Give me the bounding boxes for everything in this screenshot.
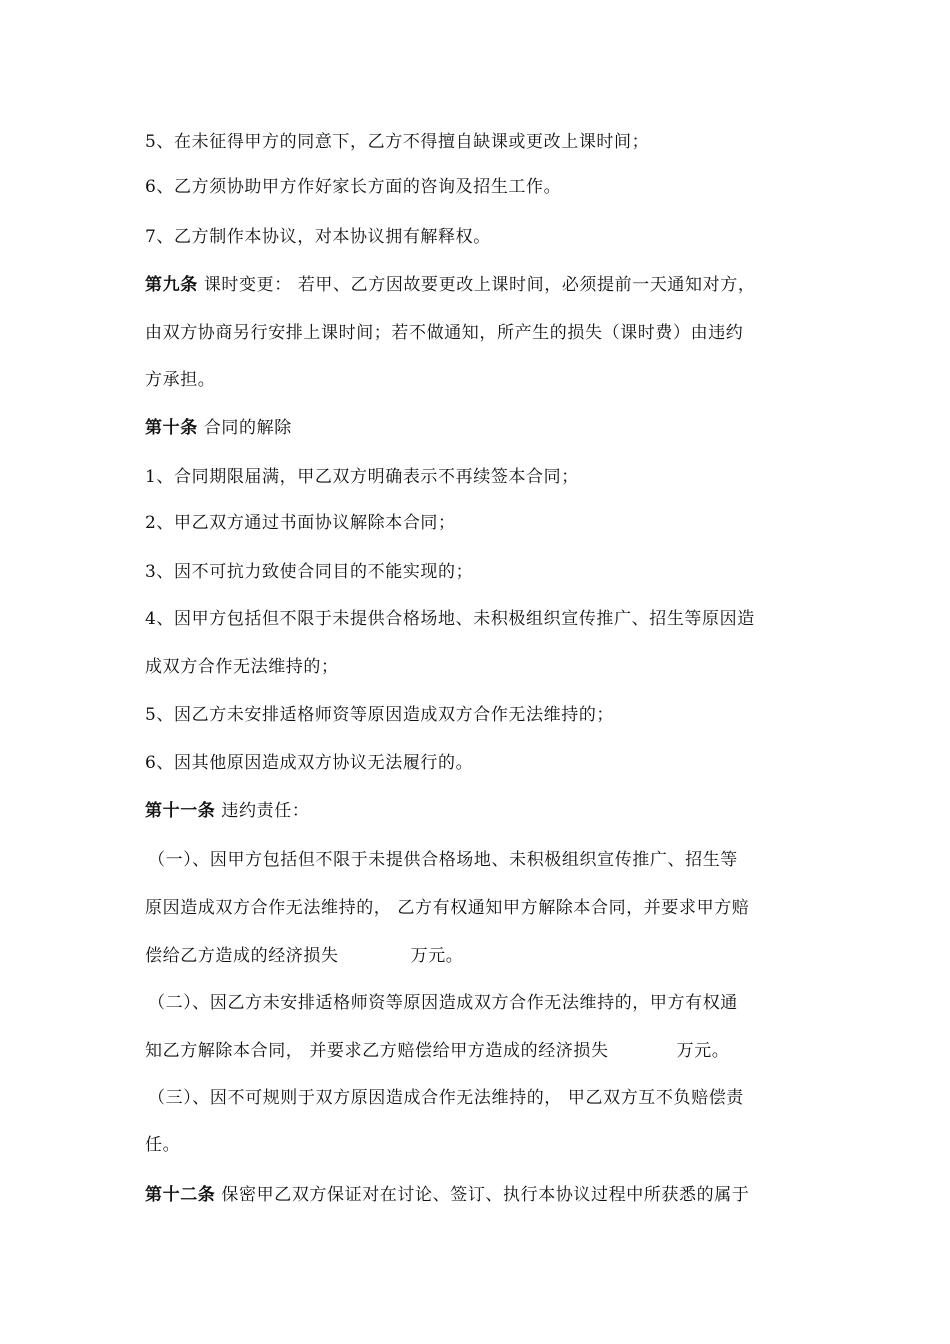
line-text: 5、在未征得甲方的同意下，乙方不得擅自缺课或更改上课时间； <box>145 132 650 152</box>
article-12-heading: 第十二条 <box>145 1185 216 1205</box>
article-10-item-4-cont <box>145 652 815 682</box>
article-11-item-2 <box>148 988 818 1018</box>
article-11-item-1 <box>148 845 818 875</box>
article-11-item-2-cont <box>145 1036 815 1066</box>
article-10-item-3 <box>145 557 815 587</box>
article-10-item-5 <box>145 700 815 730</box>
article-10 <box>145 413 815 443</box>
line-text: 成双方合作无法维持的； <box>145 657 339 677</box>
article-12-text: 保密甲乙双方保证对在讨论、签订、执行本协议过程中所获悉的属于 <box>221 1185 750 1205</box>
line-text: 由双方协商另行安排上课时间；若不做通知，所产生的损失（课时费）由违约 <box>145 323 744 343</box>
line-text: 6、因其他原因造成双方协议无法履行的。 <box>145 753 474 773</box>
article-11-item-1-cont <box>145 893 815 923</box>
line-text: 原因造成双方合作无法维持的， 乙方有权通知甲方解除本合同，并要求甲方赔 <box>145 898 750 918</box>
article-11-item-3 <box>148 1083 818 1113</box>
article-12 <box>145 1180 815 1210</box>
article-10-item-6 <box>145 748 815 778</box>
line-text: 7、乙方制作本协议，对本协议拥有解释权。 <box>145 227 491 247</box>
amount-unit: 万元。 <box>410 946 464 966</box>
line-text: 2、甲乙双方通过书面协议解除本合同； <box>145 513 456 533</box>
article-11 <box>145 796 815 826</box>
line-text: （三）、因不可规则于双方原因造成合作无法维持的， 甲乙双方互不负赔偿责 <box>148 1088 744 1108</box>
article-10-item-4 <box>145 604 815 634</box>
article-10-heading: 第十条 <box>145 418 198 438</box>
article-11-item-1-amount <box>145 941 815 971</box>
article-11-text: 违约责任： <box>221 801 310 821</box>
article-9-line-2 <box>145 318 815 348</box>
article-9-heading: 第九条 <box>145 275 198 295</box>
line-text: 知乙方解除本合同， 并要求乙方赔偿给甲方造成的经济损失 <box>145 1041 609 1061</box>
article-10-item-2 <box>145 508 815 538</box>
line-text: 6、乙方须协助甲方作好家长方面的咨询及招生工作。 <box>145 177 562 197</box>
line-text: 3、因不可抗力致使合同目的不能实现的； <box>145 562 474 582</box>
article-9-text: 课时变更： 若甲、乙方因故要更改上课时间，必须提前一天通知对方， <box>203 275 756 295</box>
article-10-item-1 <box>145 462 815 492</box>
amount-unit: 万元。 <box>676 1041 730 1061</box>
line-text: 方承担。 <box>145 370 216 390</box>
line-text: （二）、因乙方未安排适格师资等原因造成双方合作无法维持的，甲方有权通 <box>148 993 738 1013</box>
clause-line-7 <box>145 222 815 252</box>
line-text: 偿给乙方造成的经济损失 <box>145 946 339 966</box>
clause-line-6 <box>145 172 815 202</box>
article-11-item-3-cont <box>145 1130 815 1160</box>
line-text: 任。 <box>145 1135 181 1155</box>
article-10-text: 合同的解除 <box>203 418 292 438</box>
article-11-heading: 第十一条 <box>145 801 216 821</box>
article-9-line-3 <box>145 365 815 395</box>
line-text: （一）、因甲方包括但不限于未提供合格场地、未积极组织宣传推广、招生等 <box>148 850 738 870</box>
line-text: 1、合同期限届满，甲乙双方明确表示不再续签本合同； <box>145 467 579 487</box>
line-text: 5、因乙方未安排适格师资等原因造成双方合作无法维持的； <box>145 705 615 725</box>
article-9 <box>145 270 815 300</box>
line-text: 4、因甲方包括但不限于未提供合格场地、未积极组织宣传推广、招生等原因造 <box>145 609 755 629</box>
clause-line-5 <box>145 127 815 157</box>
